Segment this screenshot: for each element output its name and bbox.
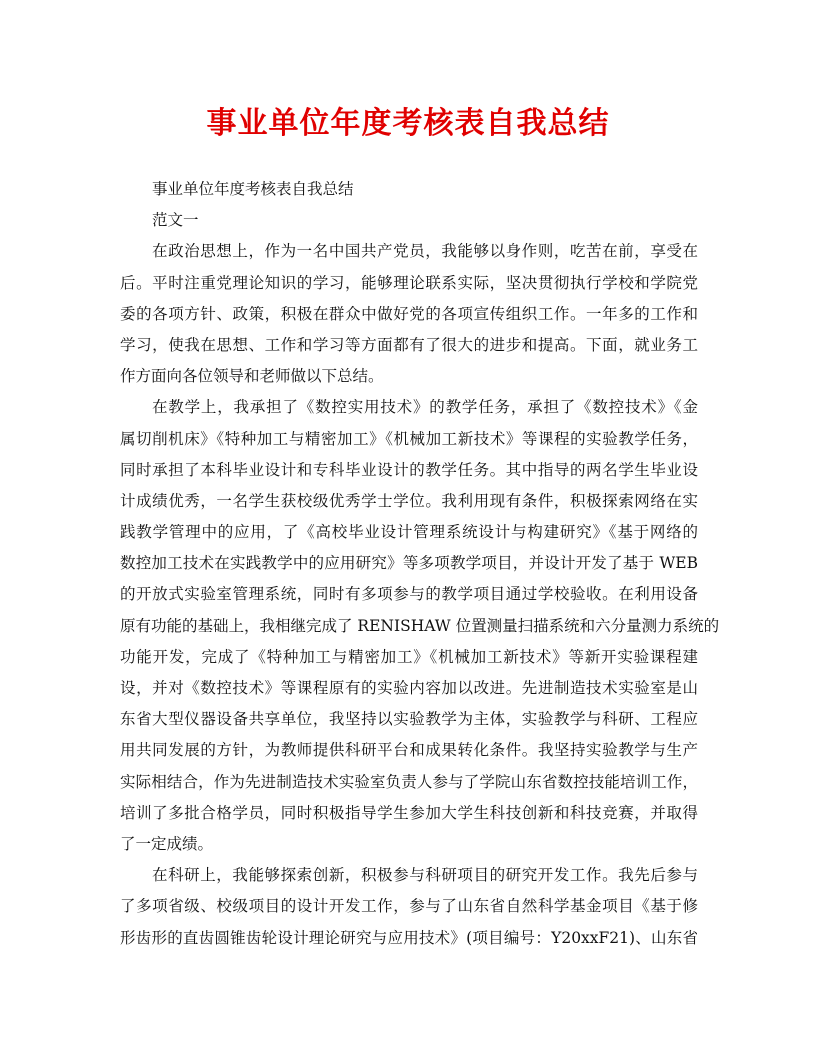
document-title: 事业单位年度考核表自我总结 <box>206 106 610 141</box>
text-line: 学习，使我在思想、工作和学习等方面都有了很大的进步和提高。下面，就业务工 <box>120 335 698 354</box>
document-body <box>120 174 720 954</box>
text-line: 同时承担了本科毕业设计和专科毕业设计的教学任务。其中指导的两名学生毕业设 <box>120 460 698 479</box>
text-line: 范文一 <box>152 211 199 230</box>
text-line: 践教学管理中的应用，了《高校毕业设计管理系统设计与构建研究》《基于网络的 <box>120 523 698 542</box>
text-line: 了多项省级、校级项目的设计开发工作，参与了山东省自然科学基金项目《基于修 <box>120 897 698 916</box>
text-line: 培训了多批合格学员，同时积极指导学生参加大学生科技创新和科技竞赛，并取得 <box>120 803 698 822</box>
text-line: 原有功能的基础上，我相继完成了 RENISHAW 位置测量扫描系统和六分量测力系统的 <box>120 616 720 635</box>
text-line: 在政治思想上，作为一名中国共产党员，我能够以身作则，吃苦在前，享受在 <box>152 242 698 261</box>
text-line: 属切削机床》《特种加工与精密加工》《机械加工新技术》等课程的实验教学任务， <box>120 429 698 448</box>
text-line: 东省大型仪器设备共享单位，我坚持以实验教学为主体，实验教学与科研、工程应 <box>120 710 698 729</box>
text-line: 实际相结合，作为先进制造技术实验室负责人参与了学院山东省数控技能培训工作， <box>120 772 698 791</box>
text-line: 功能开发，完成了《特种加工与精密加工》《机械加工新技术》等新开实验课程建 <box>120 647 698 666</box>
text-line: 计成绩优秀，一名学生获校级优秀学士学位。我利用现有条件，积极探索网络在实 <box>120 491 698 510</box>
text-line: 事业单位年度考核表自我总结 <box>152 180 354 198</box>
text-line: 后。平时注重党理论知识的学习，能够理论联系实际，坚决贯彻执行学校和学院党 <box>120 273 698 292</box>
text-line: 数控加工技术在实践教学中的应用研究》等多项教学项目，并设计开发了基于 WEB <box>120 554 698 573</box>
text-line: 用共同发展的方针，为教师提供科研平台和成果转化条件。我坚持实验教学与生产 <box>120 741 698 760</box>
text-line: 委的各项方针、政策，积极在群众中做好党的各项宣传组织工作。一年多的工作和 <box>120 304 698 323</box>
text-line: 在科研上，我能够探索创新，积极参与科研项目的研究开发工作。我先后参与 <box>152 866 698 885</box>
text-line: 了一定成绩。 <box>120 834 214 853</box>
text-line: 作方面向各位领导和老师做以下总结。 <box>120 367 384 386</box>
text-line: 形齿形的直齿圆锥齿轮设计理论研究与应用技术》(项目编号：Y20xxF21)、山东省 <box>120 928 698 947</box>
text-line: 的开放式实验室管理系统，同时有多项参与的教学项目通过学校验收。在利用设备 <box>120 585 698 604</box>
text-line: 设，并对《数控技术》等课程原有的实验内容加以改进。先进制造技术实验室是山 <box>120 679 698 697</box>
text-line: 在教学上，我承担了《数控实用技术》的教学任务，承担了《数控技术》《金 <box>152 398 698 417</box>
